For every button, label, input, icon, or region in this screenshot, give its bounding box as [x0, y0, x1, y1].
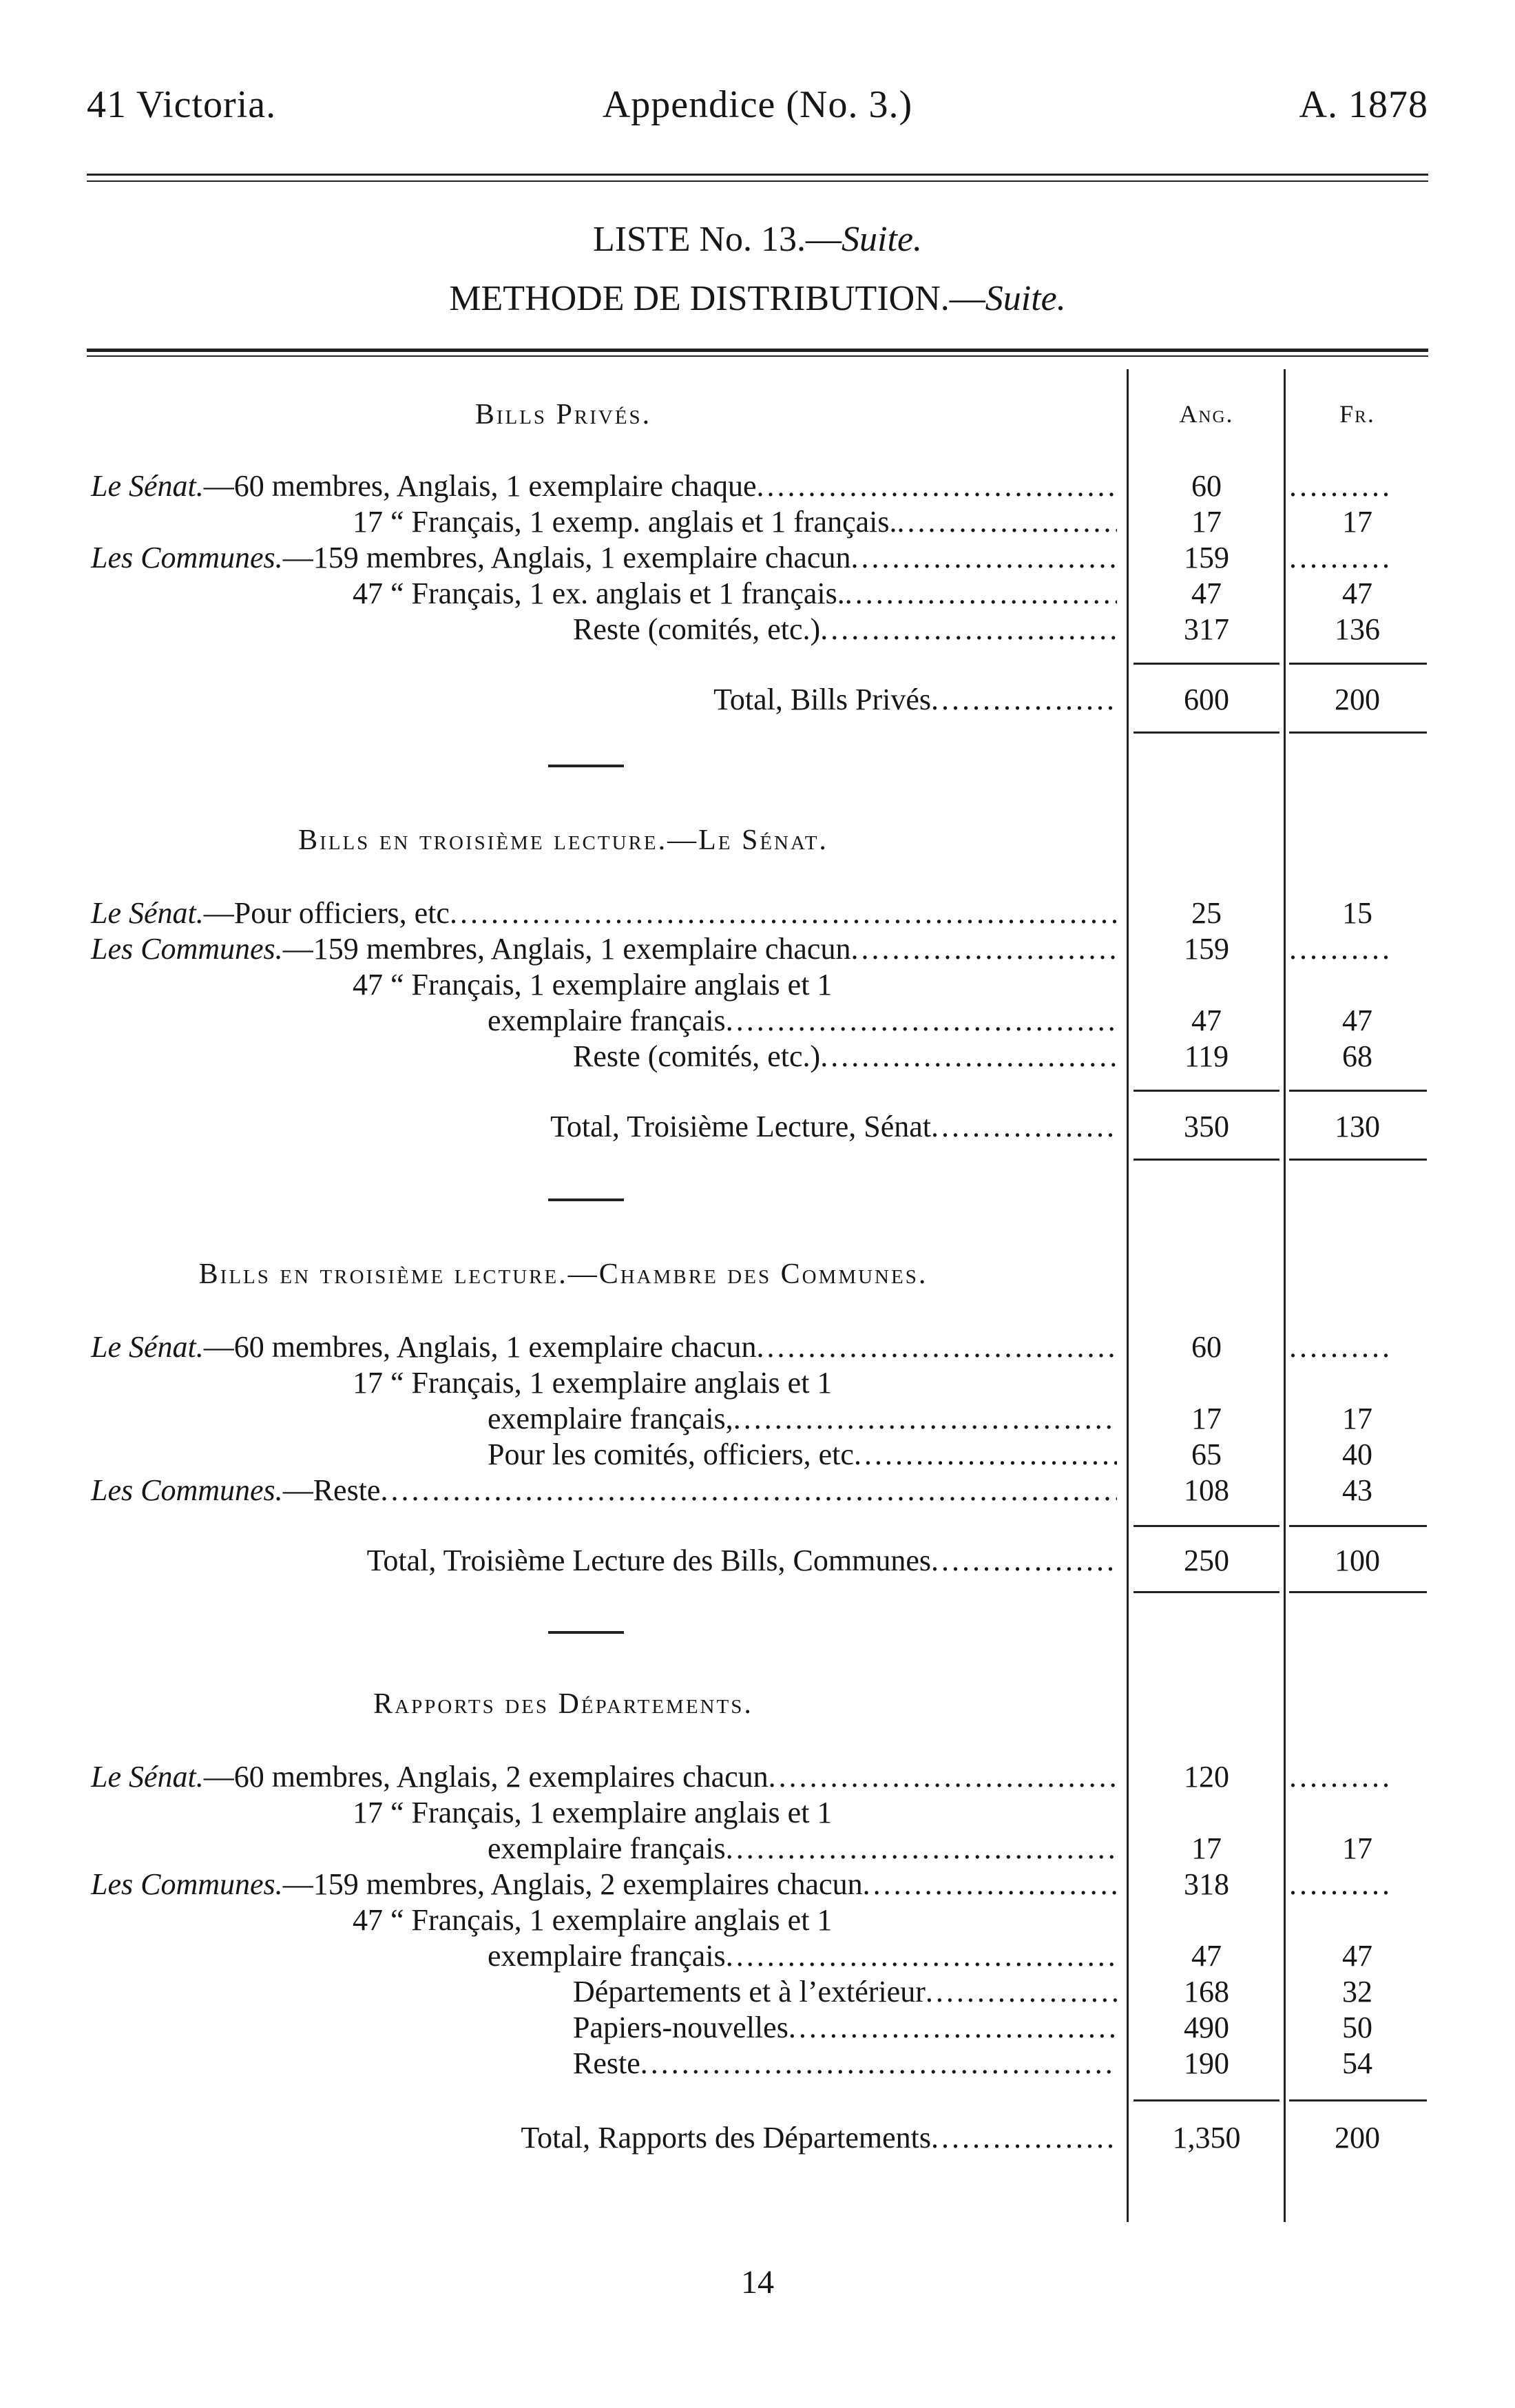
section-separator	[548, 1198, 624, 1201]
cell-ang: 108	[1184, 1473, 1229, 1507]
header-rule-top	[87, 174, 1428, 176]
leader-dots	[726, 1003, 1117, 1039]
page-number: 14	[741, 2264, 774, 2301]
cell-fr: 32	[1342, 1975, 1372, 2009]
total-ang: 250	[1184, 1544, 1229, 1577]
row-description: Le Sénat.—60 membres, Anglais, 1 exemplaire chaque	[91, 469, 757, 503]
table-row	[91, 1795, 1127, 1831]
leader-dots: ..................	[931, 1544, 1117, 1577]
total-ang: 350	[1184, 1110, 1229, 1143]
sum-rule	[1133, 1090, 1279, 1092]
cell-ang: 17	[1191, 505, 1222, 539]
cell-fr: 47	[1342, 1004, 1372, 1037]
leader-dots	[726, 1938, 1117, 1974]
leader-dots	[845, 576, 1117, 612]
column-divider-left	[1127, 369, 1129, 2222]
cell-fr: 54	[1342, 2046, 1372, 2080]
row-description: Le Sénat.—60 membres, Anglais, 1 exemplaire chacun	[91, 1330, 757, 1364]
total-rule	[1289, 1159, 1427, 1161]
row-description: 17 “ Français, 1 exemplaire anglais et 1	[353, 1796, 833, 1829]
row-description: Les Communes.—Reste	[91, 1473, 381, 1507]
cell-fr: 40	[1342, 1437, 1372, 1471]
row-description: Les Communes.—159 membres, Anglais, 1 exemplaire chacun	[91, 541, 851, 574]
row-description: Reste (comités, etc.)	[573, 1039, 821, 1073]
total-fr: 200	[1335, 683, 1380, 716]
cell-fr: 68	[1342, 1039, 1372, 1073]
total-rule	[1133, 1159, 1279, 1161]
running-head-left: 41 Victoria.	[87, 83, 277, 126]
sum-rule	[1289, 2099, 1427, 2101]
cell-ang: 60	[1191, 469, 1222, 503]
cell-fr	[1285, 1902, 1430, 1938]
cell-ang: 120	[1184, 1760, 1229, 1794]
row-house-name: Le Sénat.	[91, 469, 204, 503]
section-heading: Rapports des Départements.	[373, 1688, 753, 1720]
row-house-name: Les Communes.	[91, 1473, 283, 1507]
row-description: exemplaire français	[488, 1939, 726, 1973]
table-row	[91, 895, 1127, 931]
row-house-name: Les Communes.	[91, 932, 283, 966]
method-title-suite: Suite.	[985, 279, 1066, 318]
cell-fr	[1285, 1795, 1430, 1831]
cell-fr	[1285, 967, 1430, 1003]
table-row	[91, 1329, 1127, 1365]
total-row	[91, 1109, 1127, 1145]
sum-rule	[1289, 663, 1427, 665]
row-description: 47 “ Français, 1 exemplaire anglais et 1	[353, 1903, 833, 1937]
table-row	[91, 1867, 1127, 1902]
sum-rule	[1289, 1525, 1427, 1527]
section-separator	[548, 765, 624, 767]
row-description: 17 “ Français, 1 exemp. anglais et 1 français.	[353, 505, 897, 539]
sum-rule	[1133, 1525, 1279, 1527]
leader-dots	[820, 1039, 1117, 1075]
row-description: Reste	[573, 2046, 640, 2080]
cell-fr: 47	[1342, 577, 1372, 610]
cell-ang: 65	[1191, 1437, 1222, 1471]
cell-ang: 159	[1184, 932, 1229, 966]
column-head-ang: Ang.	[1179, 400, 1234, 428]
table-top-rule-thick	[87, 349, 1428, 352]
row-description: Reste (comités, etc.)	[573, 612, 821, 646]
row-description: exemplaire français	[488, 1004, 726, 1037]
cell-ang	[1129, 1795, 1284, 1831]
cell-fr: ..........	[1289, 1330, 1392, 1364]
row-description: Pour les comités, officiers, etc	[488, 1437, 854, 1471]
cell-fr	[1285, 1365, 1430, 1401]
table-row	[91, 1759, 1127, 1795]
cell-fr: ..........	[1289, 541, 1392, 574]
table-row	[91, 2010, 1127, 2046]
cell-ang	[1129, 1902, 1284, 1938]
table-row	[91, 1938, 1127, 1974]
cell-ang: 318	[1184, 1867, 1229, 1901]
cell-ang: 317	[1184, 612, 1229, 646]
row-description: exemplaire français	[488, 1831, 726, 1865]
row-description: Les Communes.—159 membres, Anglais, 2 exemplaires chacun	[91, 1867, 863, 1901]
cell-ang: 159	[1184, 541, 1229, 574]
leader-dots	[380, 1473, 1117, 1508]
section-separator	[548, 1631, 624, 1634]
table-row	[91, 1974, 1127, 2010]
row-description: 17 “ Français, 1 exemplaire anglais et 1	[353, 1366, 833, 1400]
cell-fr: 43	[1342, 1473, 1372, 1507]
row-description: 47 “ Français, 1 ex. anglais et 1 français.	[353, 577, 845, 610]
table-row	[91, 1365, 1127, 1401]
total-rule	[1133, 1591, 1279, 1593]
cell-ang: 47	[1191, 577, 1222, 610]
leader-dots	[926, 1974, 1117, 2010]
method-title-main: METHODE DE DISTRIBUTION.—	[449, 279, 985, 318]
cell-fr: ..........	[1289, 1760, 1392, 1794]
table-row	[91, 1437, 1127, 1473]
list-title-suite: Suite.	[842, 220, 923, 259]
leader-dots	[640, 2046, 1117, 2082]
cell-ang: 17	[1191, 1402, 1222, 1435]
row-description: Papiers-nouvelles	[573, 2011, 788, 2044]
cell-fr: 136	[1335, 612, 1380, 646]
table-row	[91, 612, 1127, 647]
leader-dots	[757, 1329, 1117, 1365]
cell-fr: 17	[1342, 1402, 1372, 1435]
table-row	[91, 540, 1127, 576]
list-title-main: LISTE No. 13.—	[592, 220, 842, 259]
table-row	[91, 504, 1127, 540]
table-row	[91, 1473, 1127, 1508]
table-row	[91, 1902, 1127, 1938]
table-row	[91, 2046, 1127, 2082]
table-top-rule-thin	[87, 355, 1428, 357]
cell-fr: ..........	[1289, 1867, 1392, 1901]
total-rule	[1289, 731, 1427, 734]
section-heading: Bills en troisième lecture.—Chambre des Communes.	[198, 1258, 928, 1290]
row-house-name: Le Sénat.	[91, 896, 204, 930]
leader-dots	[863, 1867, 1117, 1902]
cell-ang: 47	[1191, 1939, 1222, 1973]
row-house-name: Le Sénat.	[91, 1760, 204, 1794]
sum-rule	[1133, 2099, 1279, 2101]
cell-ang: 17	[1191, 1831, 1222, 1865]
row-description: exemplaire français,	[488, 1402, 733, 1435]
cell-fr: 47	[1342, 1939, 1372, 1973]
table-row	[91, 931, 1127, 967]
cell-fr: ..........	[1289, 469, 1392, 503]
total-ang: 600	[1184, 683, 1229, 716]
running-head-right: A. 1878	[1299, 83, 1428, 126]
total-rule	[1289, 1591, 1427, 1593]
row-description: 47 “ Français, 1 exemplaire anglais et 1	[353, 968, 833, 1001]
leader-dots	[854, 1437, 1117, 1473]
total-label: Total, Troisième Lecture des Bills, Communes	[366, 1544, 931, 1577]
table-row	[91, 967, 1127, 1003]
table-row	[91, 468, 1127, 504]
total-rule	[1133, 731, 1279, 734]
cell-fr: ..........	[1289, 932, 1392, 966]
section-heading: Bills Privés.	[474, 399, 652, 430]
leader-dots	[850, 931, 1117, 967]
cell-ang	[1129, 1365, 1284, 1401]
total-row	[91, 2120, 1127, 2156]
leader-dots	[726, 1831, 1117, 1867]
row-description: Le Sénat.—60 membres, Anglais, 2 exemplaires chacun	[91, 1760, 769, 1794]
leader-dots	[769, 1759, 1117, 1795]
leader-dots	[757, 468, 1117, 504]
table-row	[91, 1039, 1127, 1075]
cell-ang: 119	[1184, 1039, 1229, 1073]
table-row	[91, 1003, 1127, 1039]
leader-dots	[450, 895, 1117, 931]
total-fr: 130	[1335, 1110, 1380, 1143]
cell-ang: 25	[1191, 896, 1222, 930]
leader-dots: ..................	[931, 1110, 1117, 1143]
total-label: Total, Rapports des Départements	[521, 2121, 931, 2155]
method-title	[0, 278, 1515, 319]
cell-ang: 47	[1191, 1004, 1222, 1037]
table-row	[91, 1831, 1127, 1867]
list-title	[0, 219, 1515, 260]
total-fr: 100	[1335, 1544, 1380, 1577]
table-row	[91, 1401, 1127, 1437]
sum-rule	[1289, 1090, 1427, 1092]
header-rule-bottom	[87, 180, 1428, 182]
cell-ang: 190	[1184, 2046, 1229, 2080]
cell-ang: 490	[1184, 2011, 1229, 2044]
sum-rule	[1133, 663, 1279, 665]
cell-fr: 17	[1342, 505, 1372, 539]
row-house-name: Les Communes.	[91, 541, 283, 574]
row-description: Les Communes.—159 membres, Anglais, 1 exemplaire chacun	[91, 932, 851, 966]
total-row	[91, 1543, 1127, 1579]
cell-ang: 60	[1191, 1330, 1222, 1364]
section-heading: Bills en troisième lecture.—Le Sénat.	[298, 824, 828, 856]
row-description: Départements et à l’extérieur	[573, 1975, 926, 2009]
total-fr: 200	[1335, 2121, 1380, 2155]
total-label: Total, Bills Privés	[713, 683, 931, 716]
cell-fr: 17	[1342, 1831, 1372, 1865]
leader-dots: ..................	[931, 2121, 1117, 2155]
cell-fr: 50	[1342, 2011, 1372, 2044]
leader-dots	[820, 612, 1117, 647]
column-head-fr: Fr.	[1339, 400, 1375, 428]
leader-dots	[850, 540, 1117, 576]
row-house-name: Les Communes.	[91, 1867, 283, 1901]
table-row	[91, 576, 1127, 612]
leader-dots	[788, 2010, 1117, 2046]
leader-dots	[733, 1401, 1117, 1437]
running-head-center: Appendice (No. 3.)	[602, 83, 913, 126]
total-label: Total, Troisième Lecture, Sénat	[550, 1110, 931, 1143]
cell-fr: 15	[1342, 896, 1372, 930]
leader-dots: ..................	[931, 683, 1117, 716]
leader-dots	[897, 504, 1118, 540]
cell-ang	[1129, 967, 1284, 1003]
row-house-name: Le Sénat.	[91, 1330, 204, 1364]
cell-ang: 168	[1184, 1975, 1229, 2009]
total-row	[91, 682, 1127, 718]
row-description: Le Sénat.—Pour officiers, etc	[91, 896, 450, 930]
total-ang: 1,350	[1172, 2121, 1241, 2155]
